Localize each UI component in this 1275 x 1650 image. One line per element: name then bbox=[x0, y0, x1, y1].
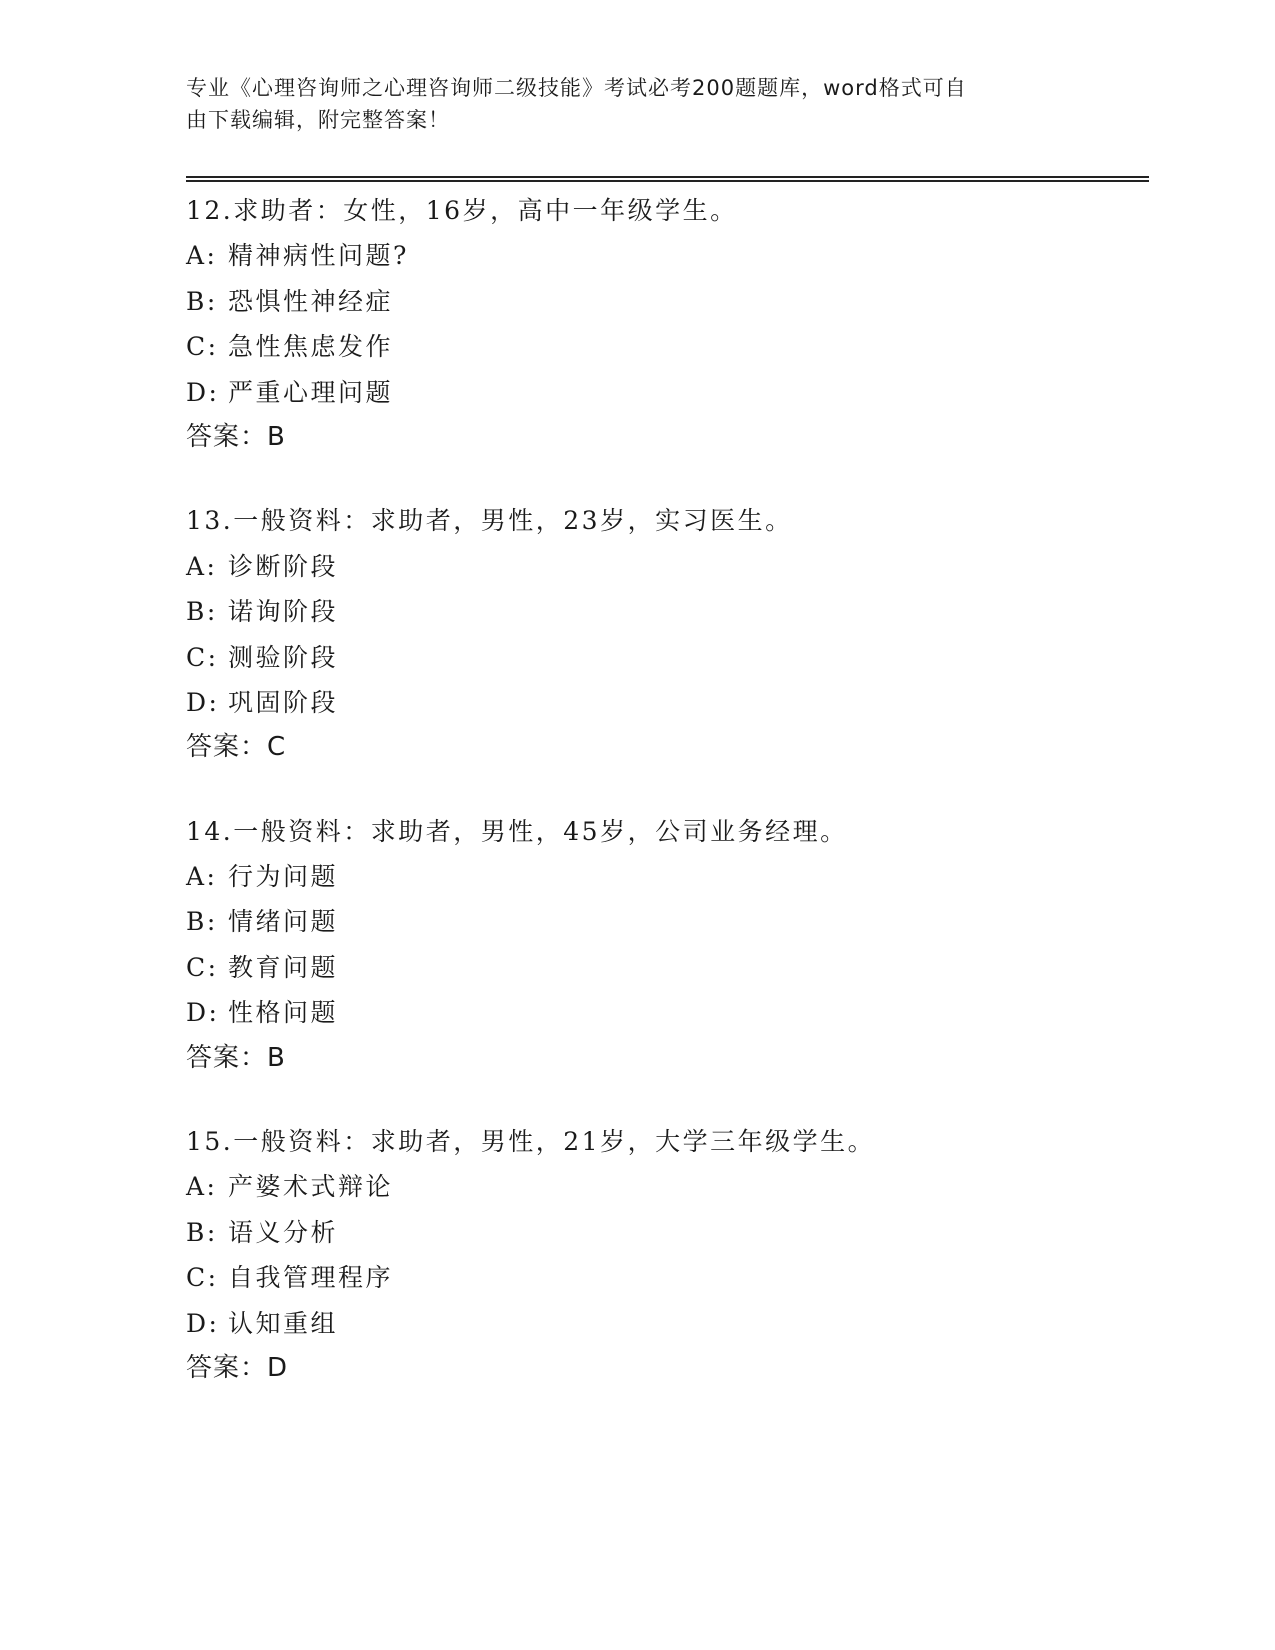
option-letter: D: bbox=[186, 377, 220, 407]
option-b bbox=[186, 589, 1146, 634]
header-line-2: 由下载编辑，附完整答案！ bbox=[186, 108, 450, 132]
option-c bbox=[186, 945, 1146, 990]
header-divider bbox=[186, 176, 1149, 182]
answer: 答案：B bbox=[186, 1042, 286, 1073]
option-text: 自我管理程序 bbox=[228, 1263, 394, 1293]
question-stem: 13.一般资料：求助者，男性，23岁，实习医生。 bbox=[186, 506, 793, 536]
document-header bbox=[186, 72, 1066, 136]
header-line-1: 专业《心理咨询师之心理咨询师二级技能》考试必考200题题库，word格式可自 bbox=[186, 76, 967, 100]
option-text: 情绪问题 bbox=[228, 907, 339, 937]
option-c bbox=[186, 324, 1146, 369]
option-c bbox=[186, 1255, 1146, 1300]
option-letter: B: bbox=[186, 597, 218, 627]
option-letter: D: bbox=[186, 687, 220, 717]
question-14 bbox=[186, 809, 1146, 1081]
option-letter: B: bbox=[186, 1217, 218, 1247]
question-13 bbox=[186, 498, 1146, 770]
option-text: 精神病性问题? bbox=[228, 241, 409, 271]
option-d bbox=[186, 370, 1146, 415]
option-text: 认知重组 bbox=[228, 1308, 339, 1338]
answer: 答案：D bbox=[186, 1352, 289, 1383]
option-text: 性格问题 bbox=[228, 998, 339, 1028]
answer: 答案：B bbox=[186, 421, 286, 452]
option-c bbox=[186, 635, 1146, 680]
option-d bbox=[186, 1301, 1146, 1346]
option-b bbox=[186, 899, 1146, 944]
option-a bbox=[186, 544, 1146, 589]
option-d bbox=[186, 680, 1146, 725]
question-stem: 12.求助者：女性，16岁，高中一年级学生。 bbox=[186, 196, 738, 225]
option-text: 行为问题 bbox=[228, 862, 339, 892]
question-stem: 14.一般资料：求助者，男性，45岁，公司业务经理。 bbox=[186, 816, 848, 846]
divider-line-bottom bbox=[186, 180, 1149, 182]
option-text: 语义分析 bbox=[228, 1217, 339, 1247]
question-12 bbox=[186, 188, 1146, 460]
option-letter: C: bbox=[186, 332, 219, 362]
option-letter: B: bbox=[186, 286, 218, 316]
question-stem: 15.一般资料：求助者，男性，21岁，大学三年级学生。 bbox=[186, 1127, 876, 1157]
option-letter: C: bbox=[186, 1263, 219, 1293]
option-a bbox=[186, 233, 1146, 278]
option-text: 诊断阶段 bbox=[228, 551, 339, 581]
option-text: 恐惧性神经症 bbox=[228, 286, 394, 316]
option-b bbox=[186, 279, 1146, 324]
option-text: 急性焦虑发作 bbox=[228, 332, 394, 362]
option-b bbox=[186, 1210, 1146, 1255]
option-text: 产婆术式辩论 bbox=[228, 1172, 394, 1202]
option-text: 严重心理问题 bbox=[228, 377, 394, 407]
option-letter: C: bbox=[186, 642, 219, 672]
option-letter: C: bbox=[186, 952, 219, 982]
option-text: 测验阶段 bbox=[228, 642, 339, 672]
option-letter: A: bbox=[186, 1172, 218, 1202]
option-letter: B: bbox=[186, 907, 218, 937]
option-letter: A: bbox=[186, 241, 218, 271]
divider-line-top bbox=[186, 176, 1149, 178]
question-15 bbox=[186, 1119, 1146, 1391]
option-letter: D: bbox=[186, 998, 220, 1028]
option-a bbox=[186, 854, 1146, 899]
option-d bbox=[186, 990, 1146, 1035]
option-letter: A: bbox=[186, 862, 218, 892]
option-text: 巩固阶段 bbox=[228, 687, 339, 717]
option-text: 教育问题 bbox=[228, 952, 339, 982]
option-text: 诺询阶段 bbox=[228, 597, 339, 627]
answer: 答案：C bbox=[186, 732, 287, 763]
option-letter: D: bbox=[186, 1308, 220, 1338]
question-list bbox=[186, 188, 1146, 1391]
option-a bbox=[186, 1164, 1146, 1209]
option-letter: A: bbox=[186, 551, 218, 581]
